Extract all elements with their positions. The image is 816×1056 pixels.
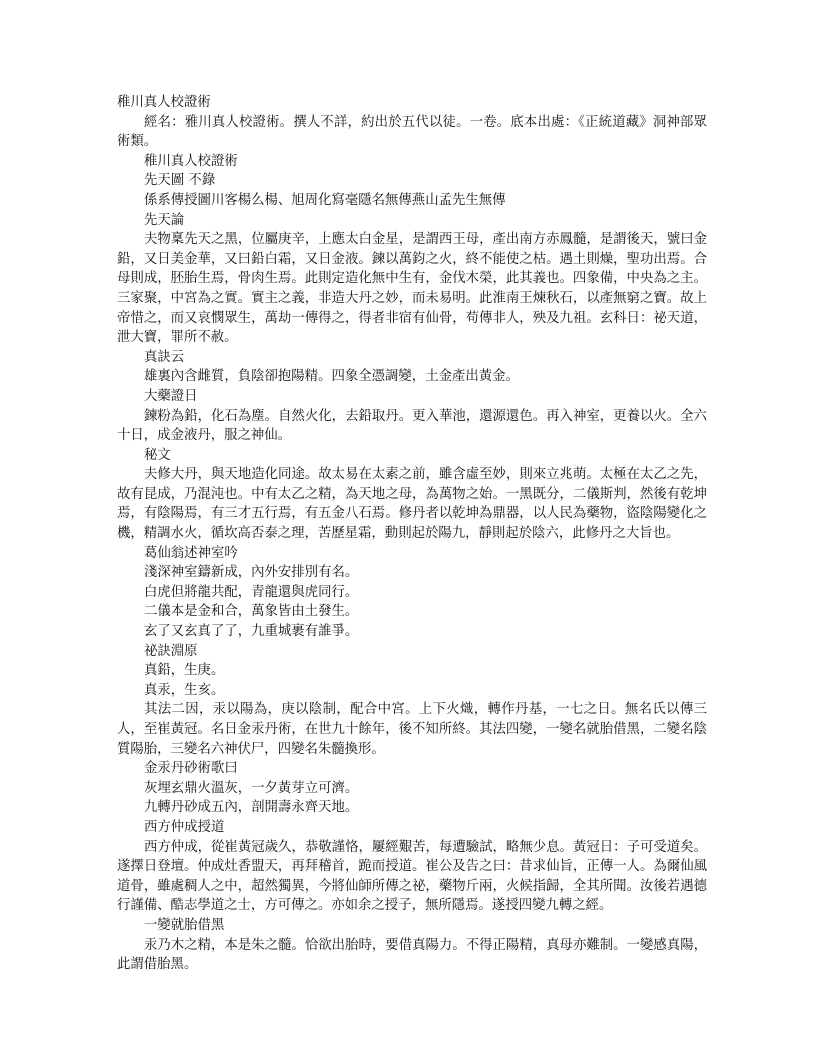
verse-line: 真汞，生亥。 [144, 682, 225, 698]
document-subtitle: 稚川真人校證術 [144, 153, 238, 169]
paragraph: 西方仲成，從崔黃冠歲久，恭敬謹恪，屢經艱苦，每遭驗試，略無少息。黃冠日：子可受道矣。遂擇日登壇。仲成灶香盟天，再拜稽首，跪而授道。崔公及告之曰：昔求仙旨，正傳一人。為爾仙風道骨，雖處稠人之中，超然獨異，今將仙師所傳之祕，藥物斤兩，火候指歸，全其所聞。汝後若遇德行謹備、酷志學道之士，方可傳之。亦如余之授子，無所隱焉。遂授四變九轉之經。 [117, 839, 707, 914]
section-heading: 先天圖 不錄 [144, 173, 216, 189]
paragraph: 鍊粉為鉛，化石為塵。自然火化，去鉛取丹。更入華池，還源還色。再入神室，更養以火。全六十日，成金液丹，服之神仙。 [117, 408, 707, 444]
section-heading: 秘文 [144, 447, 171, 463]
verse-line: 灰埋玄鼎火溫灰，一夕黃芽立可濟。 [144, 780, 359, 796]
verse-line: 九轉丹砂成五內，剖開壽永齊天地。 [144, 800, 359, 816]
verse-line: 雄裏內含雌質，負陰卻抱陽精。四象全憑調變，土金產出黃金。 [144, 369, 519, 385]
document-page [117, 93, 707, 975]
paragraph: 夫修大丹，與天地造化同途。故太易在太素之前，雖含虛至妙，則來立兆萌。太極在太乙之先，故有昆成，乃混沌也。中有太乙之精，為天地之母，為萬物之始。一黑既分，二儀斯判，然後有乾坤焉，有陰陽焉，有三才五行焉，有五金八石焉。修丹者以乾坤為鼎器，以人民為藥物，盜陰陽變化之機，精調水火，循坎高否泰之理，苦歷星霜，動則起於陽九，靜則起於陰六，此修丹之大旨也。 [117, 467, 707, 542]
document-title: 稚川真人校證術 [117, 95, 211, 110]
section-heading: 金汞丹砂術歌曰 [144, 761, 238, 777]
section-heading: 祕訣淵原 [144, 643, 198, 659]
verse-line: 二儀本是金和合，萬象皆由土發生。 [144, 604, 359, 620]
section-heading: 先天論 [144, 212, 185, 228]
section-heading: 真訣云 [144, 349, 185, 365]
paragraph: 汞乃木之精，本是朱之髓。恰欲出胎時，要借真陽力。不得正陽精，真母亦難制。一變感真陽，此謂借胎黑。 [117, 937, 707, 973]
verse-line: 玄了又玄真了了，九重城裹有誰爭。 [144, 624, 359, 640]
section-heading: 大藥證日 [144, 388, 198, 404]
paragraph: 其法二因，汞以陽為，庚以陰制，配合中宮。上下火熾，轉作丹基，一七之日。無名氏以傳三人，至崔黃冠。名日金汞丹術，在世九十餘年，後不知所終。其法四變，一變名就胎借黑，二變名陰質陽胎，三變名六神伏尸，四變名朱髓換形。 [117, 702, 707, 757]
document-meta: 經名：雅川真人校證術。撰人不詳，約出於五代以徒。一卷。底本出處：《正統道藏》洞神部眾術類。 [117, 114, 707, 150]
verse-line: 白虎但將龍共配，青龍還與虎同行。 [144, 584, 359, 600]
verse-line: 真鉛，生庚。 [144, 663, 225, 679]
section-heading: 葛仙翁述神室吟 [144, 545, 238, 561]
paragraph: 夫物稟先天之黑，位屬庚辛，上應太白金星，是謂西王母，產出南方赤鳳髓，是謂後天，號曰金鉛，又日美金華，又曰鉛白霜，又日金液。鍊以萬鈞之火，終不能使之枯。遇土則燥，聖功出焉。合母則成，胚胎生焉，骨肉生焉。此則定造化無中生有，金伐木榮，此其義也。四象備，中央為之主。三家聚，中宮為之實。實主之義，非造大丹之妙，而未易明。此淮南王煉秋石，以產無窮之寶。故上帝惜之，而又哀憫眾生，萬劫一傳得之，得者非宿有仙骨，苟傳非人，殃及九祖。玄科日：祕天道，泄大寶，罪所不赦。 [117, 232, 707, 346]
document-body [117, 171, 707, 974]
section-heading: 西方仲成授道 [144, 819, 225, 835]
verse-line: 淺深神室鑄新成，內外安排別有名。 [144, 565, 359, 581]
section-heading: 一變就胎借黑 [144, 917, 225, 933]
section-heading: 係系傳授圖川客楊么楊、旭周化寫毫隱名無傳燕山孟先生無傳 [144, 192, 506, 208]
